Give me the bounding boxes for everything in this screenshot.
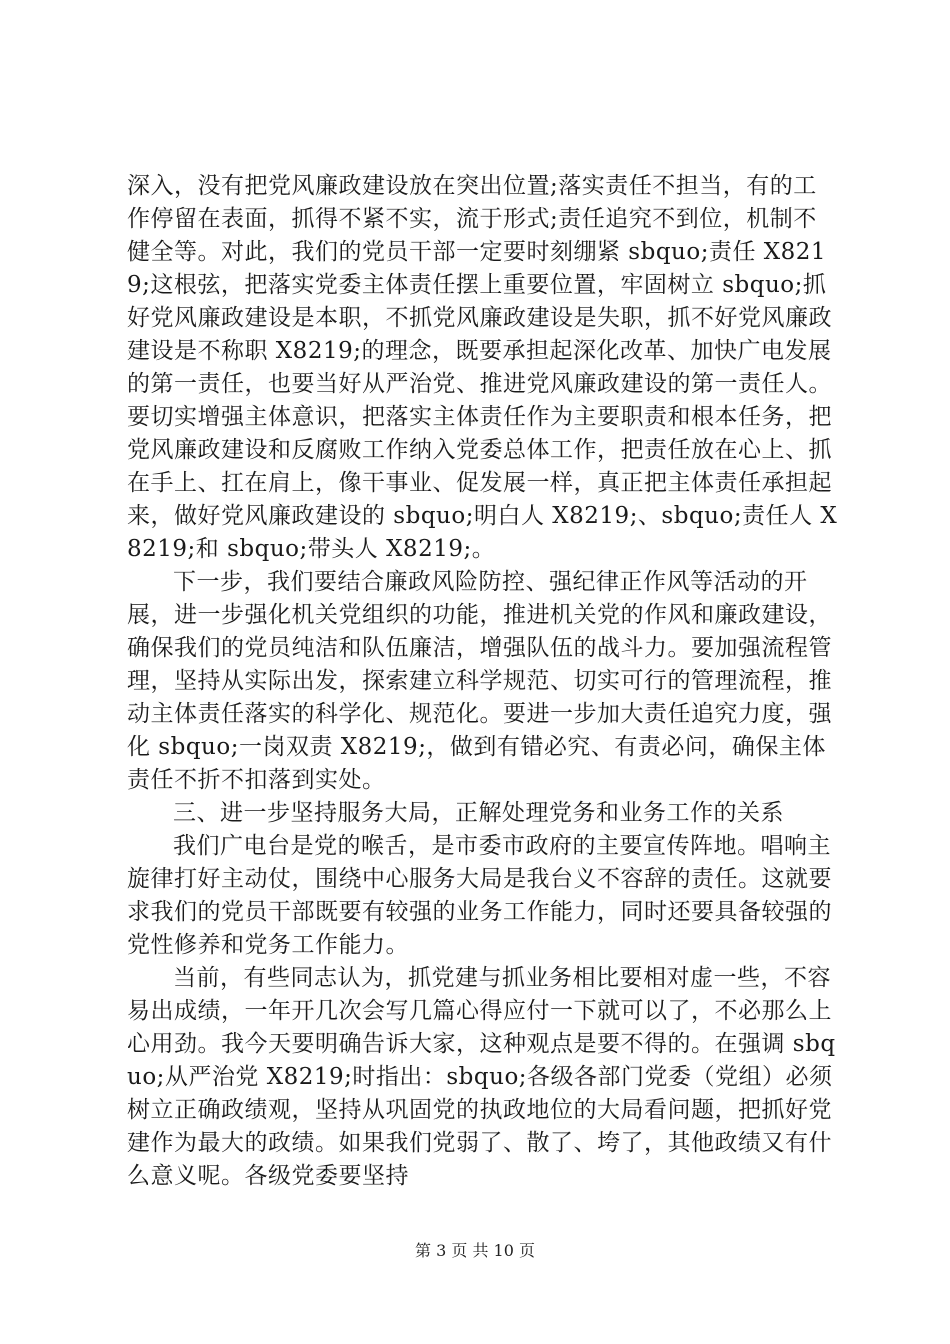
paragraph-continuation: 深入，没有把党风廉政建设放在突出位置;落实责任不担当，有的工作停留在表面，抓得不紧不实，流于形式;责任追究不到位，机制不健全等。对此，我们的党员干部一定要时刻绷紧 sbquo;责任 X8219;这根弦，把落实党委主体责任摆上重要位置，牢固树立 sbquo;抓好党风廉政建设是本职，不抓党风廉政建设是失职，抓不好党风廉政建设是不称职 X8219;的理念，既要承担起深化改革、加快广电发展的第一责任，也要当好从严治党、推进党风廉政建设的第一责任人。要切实增强主体意识，把落实主体责任作为主要职责和根本任务，把党风廉政建设和反腐败工作纳入党委总体工作，把责任放在心上、抓在手上、扛在肩上，像干事业、促发展一样，真正把主体责任承担起来，做好党风廉政建设的 sbquo;明白人 X8219;、sbquo;责任人 X8219;和 sbquo;带头人 X8219;。 — [127, 173, 838, 562]
section-heading: 三、进一步坚持服务大局，正解处理党务和业务工作的关系 — [173, 800, 784, 826]
paragraph-current-views: 当前，有些同志认为，抓党建与抓业务相比要相对虚一些，不容易出成绩，一年开几次会写几篇心得应付一下就可以了，不必那么上心用劲。我今天要明确告诉大家，这种观点是要不得的。在强调 sbquo;从严治党 X8219;时指出：sbquo;各级各部门党委（党组）必须树立正确政绩观，坚持从巩固党的执政地位的大局看问题，把抓好党建作为最大的政绩。如果我们党弱了、散了、垮了，其他政绩又有什么意义呢。各级党委要坚持 — [127, 965, 836, 1189]
page-number-footer: 第 3 页 共 10 页 — [415, 1241, 535, 1260]
document-body — [127, 170, 839, 1193]
paragraph-next-steps: 下一步，我们要结合廉政风险防控、强纪律正作风等活动的开展，进一步强化机关党组织的功能，推进机关党的作风和廉政建设，确保我们的党员纯洁和队伍廉洁，增强队伍的战斗力。要加强流程管理，坚持从实际出发，探索建立科学规范、切实可行的管理流程，推动主体责任落实的科学化、规范化。要进一步加大责任追究力度，强化 sbquo;一岗双责 X8219;，做到有错必究、有责必问，确保主体责任不折不扣落到实处。 — [127, 569, 832, 793]
paragraph-broadcast-role: 我们广电台是党的喉舌，是市委市政府的主要宣传阵地。唱响主旋律打好主动仗，围绕中心服务大局是我台义不容辞的责任。这就要求我们的党员干部既要有较强的业务工作能力，同时还要具备较强的党性修养和党务工作能力。 — [127, 833, 832, 958]
